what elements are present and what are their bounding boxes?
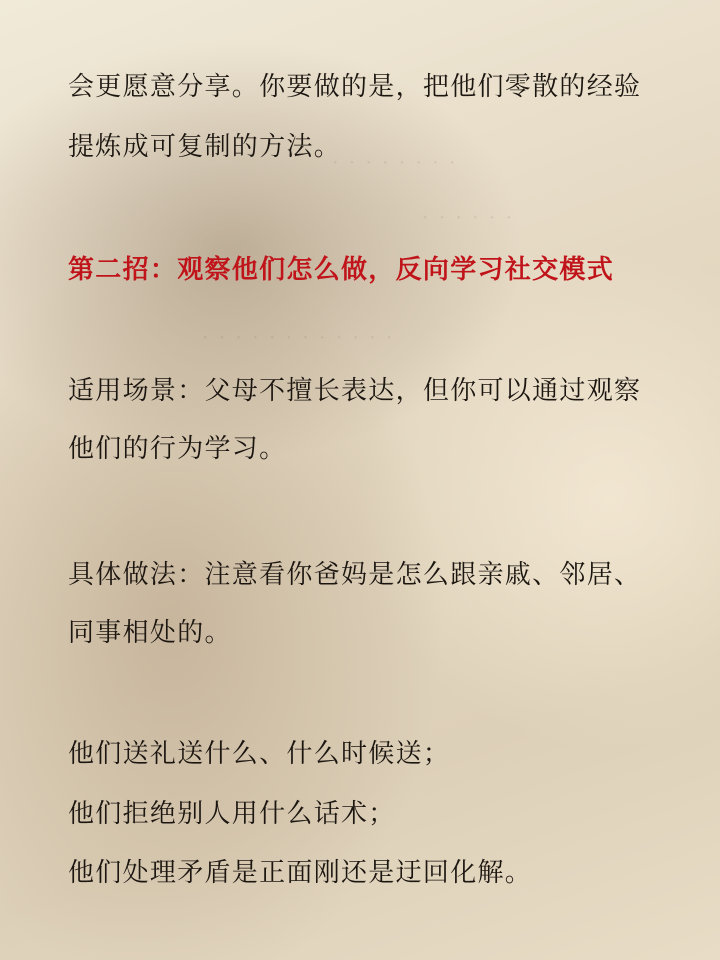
paragraph-line: 会更愿意分享。你要做的是，把他们零散的经验: [68, 72, 642, 102]
paragraph-line: 提炼成可复制的方法。: [68, 132, 342, 162]
paragraph-line: 同事相处的。: [68, 618, 232, 648]
bleed-through-text: · · · · · · · · · · · ·: [200, 325, 393, 349]
paragraph-line: 适用场景：父母不擅长表达，但你可以通过观察: [68, 376, 642, 406]
paragraph-line: 具体做法：注意看你爸妈是怎么跟亲戚、邻居、: [68, 560, 642, 590]
bleed-through-text: · · · · · ·: [420, 205, 512, 229]
bleed-through-text: · · · · · · · ·: [330, 150, 456, 174]
paragraph-line: 他们的行为学习。: [68, 434, 287, 464]
list-item: 他们处理矛盾是正面刚还是迂回化解。: [68, 858, 533, 888]
section-heading: 第二招：观察他们怎么做，反向学习社交模式: [68, 255, 615, 285]
list-item: 他们拒绝别人用什么话术；: [68, 799, 396, 829]
list-item: 他们送礼送什么、什么时候送；: [68, 739, 451, 769]
